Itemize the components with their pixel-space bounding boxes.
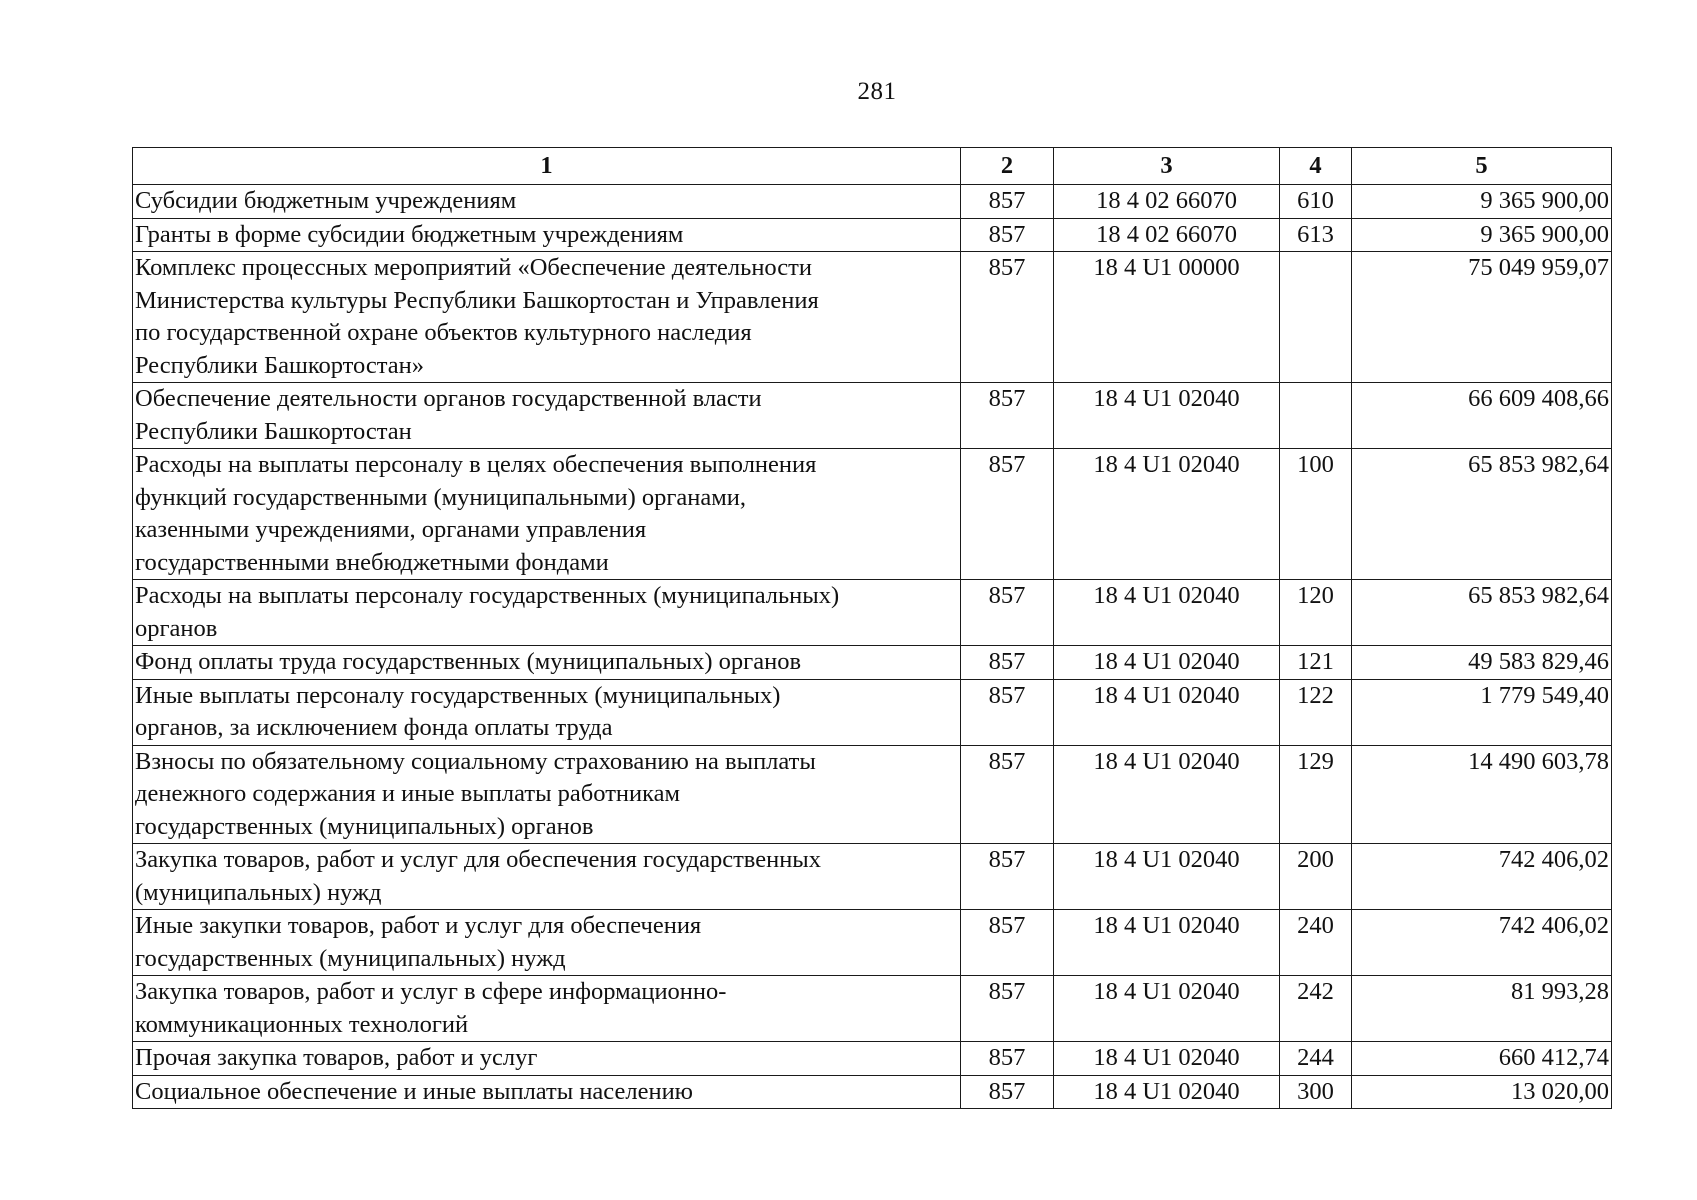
row-type-cell: 300 [1280, 1075, 1352, 1109]
row-name-line: денежного содержания и иные выплаты работникам [135, 780, 681, 807]
row-name-cell [133, 976, 961, 1042]
row-ministry-cell: 857 [961, 185, 1054, 219]
row-code-cell: 18 4 U1 02040 [1054, 383, 1280, 449]
row-code-cell: 18 4 U1 02040 [1054, 844, 1280, 910]
row-code-cell: 18 4 U1 02040 [1054, 910, 1280, 976]
row-ministry-cell: 857 [961, 679, 1054, 745]
row-name-line: Взносы по обязательному социальному страхованию на выплаты [135, 747, 816, 775]
row-code-cell: 18 4 U1 02040 [1054, 679, 1280, 745]
row-name-line: государственных (муниципальных) нужд [135, 944, 566, 972]
row-name-line: государственными внебюджетными фондами [135, 548, 609, 576]
row-name-line: Иные закупки товаров, работ и услуг для обеспечения [135, 912, 702, 939]
row-name-cell [133, 449, 961, 580]
row-type-cell: 613 [1280, 218, 1352, 252]
row-name-cell [133, 844, 961, 910]
row-ministry-cell: 857 [961, 910, 1054, 976]
row-name-line: казенными учреждениями, органами управления [135, 516, 647, 543]
budget-table [132, 147, 1612, 1109]
row-amount-cell: 742 406,02 [1352, 910, 1612, 976]
row-ministry-cell: 857 [961, 580, 1054, 646]
row-name-line: Республики Башкортостан» [135, 351, 425, 379]
row-type-cell: 200 [1280, 844, 1352, 910]
row-name-cell [133, 1042, 961, 1076]
row-type-cell: 129 [1280, 745, 1352, 844]
row-name-cell [133, 185, 961, 219]
row-code-cell: 18 4 U1 02040 [1054, 1042, 1280, 1076]
row-type-cell: 122 [1280, 679, 1352, 745]
row-amount-cell: 9 365 900,00 [1352, 218, 1612, 252]
row-code-cell: 18 4 U1 02040 [1054, 580, 1280, 646]
row-amount-cell: 14 490 603,78 [1352, 745, 1612, 844]
row-name-cell [133, 745, 961, 844]
table-row [133, 383, 1612, 449]
row-code-cell: 18 4 02 66070 [1054, 218, 1280, 252]
row-name-cell [133, 580, 961, 646]
row-ministry-cell: 857 [961, 449, 1054, 580]
row-name-line: функций государственными (муниципальными) органами, [135, 483, 747, 511]
row-name-line: органов, за исключением фонда оплаты труда [135, 714, 613, 741]
row-code-cell: 18 4 U1 02040 [1054, 449, 1280, 580]
row-amount-cell: 65 853 982,64 [1352, 449, 1612, 580]
row-name-line: Прочая закупка товаров, работ и услуг [135, 1044, 538, 1071]
row-type-cell: 121 [1280, 646, 1352, 680]
row-type-cell: 244 [1280, 1042, 1352, 1076]
row-name-cell [133, 383, 961, 449]
row-name-line: Закупка товаров, работ и услуг в сфере информационно- [135, 978, 727, 1005]
row-name-line: Республики Башкортостан [135, 417, 412, 445]
table-row [133, 976, 1612, 1042]
row-name-line: Иные выплаты персоналу государственных (муниципальных) [135, 681, 781, 709]
header-col-4: 4 [1280, 148, 1352, 185]
row-type-cell: 240 [1280, 910, 1352, 976]
row-name-cell [133, 252, 961, 383]
row-amount-cell: 9 365 900,00 [1352, 185, 1612, 219]
row-amount-cell: 742 406,02 [1352, 844, 1612, 910]
table-row [133, 910, 1612, 976]
row-ministry-cell: 857 [961, 252, 1054, 383]
row-ministry-cell: 857 [961, 844, 1054, 910]
row-name-line: Социальное обеспечение и иные выплаты населению [135, 1077, 693, 1105]
row-amount-cell: 1 779 549,40 [1352, 679, 1612, 745]
row-amount-cell: 65 853 982,64 [1352, 580, 1612, 646]
row-name-cell [133, 910, 961, 976]
table-row [133, 1042, 1612, 1076]
row-ministry-cell: 857 [961, 745, 1054, 844]
row-name-line: коммуникационных технологий [135, 1010, 469, 1038]
row-type-cell: 242 [1280, 976, 1352, 1042]
row-amount-cell: 81 993,28 [1352, 976, 1612, 1042]
row-name-line: Расходы на выплаты персоналу государственных (муниципальных) [135, 582, 840, 609]
header-col-5: 5 [1352, 148, 1612, 185]
header-row [133, 148, 1612, 185]
row-ministry-cell: 857 [961, 1042, 1054, 1076]
row-code-cell: 18 4 U1 02040 [1054, 1075, 1280, 1109]
row-name-line: (муниципальных) нужд [135, 878, 382, 906]
row-type-cell: 610 [1280, 185, 1352, 219]
row-type-cell [1280, 383, 1352, 449]
row-code-cell: 18 4 U1 02040 [1054, 745, 1280, 844]
row-code-cell: 18 4 02 66070 [1054, 185, 1280, 219]
page-number: 281 [857, 78, 897, 105]
row-name-line: Расходы на выплаты персоналу в целях обеспечения выполнения [135, 451, 817, 478]
header-col-2: 2 [961, 148, 1054, 185]
row-code-cell: 18 4 U1 00000 [1054, 252, 1280, 383]
row-ministry-cell: 857 [961, 218, 1054, 252]
row-name-line: Министерства культуры Республики Башкортостан и Управления [135, 286, 819, 314]
row-name-cell [133, 1075, 961, 1109]
row-ministry-cell: 857 [961, 646, 1054, 680]
table-row [133, 679, 1612, 745]
row-amount-cell: 13 020,00 [1352, 1075, 1612, 1109]
row-code-cell: 18 4 U1 02040 [1054, 646, 1280, 680]
row-type-cell [1280, 252, 1352, 383]
row-name-line: Обеспечение деятельности органов государственной власти [135, 385, 762, 412]
row-type-cell: 100 [1280, 449, 1352, 580]
table-row [133, 1075, 1612, 1109]
row-name-line: Гранты в форме субсидии бюджетным учреждениям [135, 220, 684, 248]
row-name-line: Фонд оплаты труда государственных (муниципальных) органов [135, 648, 802, 675]
table-header [133, 148, 1612, 185]
row-name-line: Субсидии бюджетным учреждениям [135, 187, 517, 214]
row-amount-cell: 75 049 959,07 [1352, 252, 1612, 383]
row-name-line: Закупка товаров, работ и услуг для обеспечения государственных [135, 846, 822, 873]
row-name-line: по государственной охране объектов культурного наследия [135, 319, 752, 346]
header-col-1: 1 [133, 148, 961, 185]
row-ministry-cell: 857 [961, 383, 1054, 449]
row-name-cell [133, 218, 961, 252]
table-row [133, 252, 1612, 383]
row-name-cell [133, 646, 961, 680]
row-amount-cell: 66 609 408,66 [1352, 383, 1612, 449]
row-name-line: государственных (муниципальных) органов [135, 812, 594, 840]
row-name-line: Комплекс процессных мероприятий «Обеспечение деятельности [135, 254, 812, 281]
table-row [133, 580, 1612, 646]
table-row [133, 646, 1612, 680]
table-row [133, 745, 1612, 844]
table-body [133, 185, 1612, 1109]
row-name-cell [133, 679, 961, 745]
row-type-cell: 120 [1280, 580, 1352, 646]
table-row [133, 185, 1612, 219]
row-ministry-cell: 857 [961, 1075, 1054, 1109]
table-row [133, 449, 1612, 580]
row-amount-cell: 660 412,74 [1352, 1042, 1612, 1076]
table-row [133, 844, 1612, 910]
row-ministry-cell: 857 [961, 976, 1054, 1042]
table-row [133, 218, 1612, 252]
row-amount-cell: 49 583 829,46 [1352, 646, 1612, 680]
row-code-cell: 18 4 U1 02040 [1054, 976, 1280, 1042]
row-name-line: органов [135, 614, 218, 642]
header-col-3: 3 [1054, 148, 1280, 185]
